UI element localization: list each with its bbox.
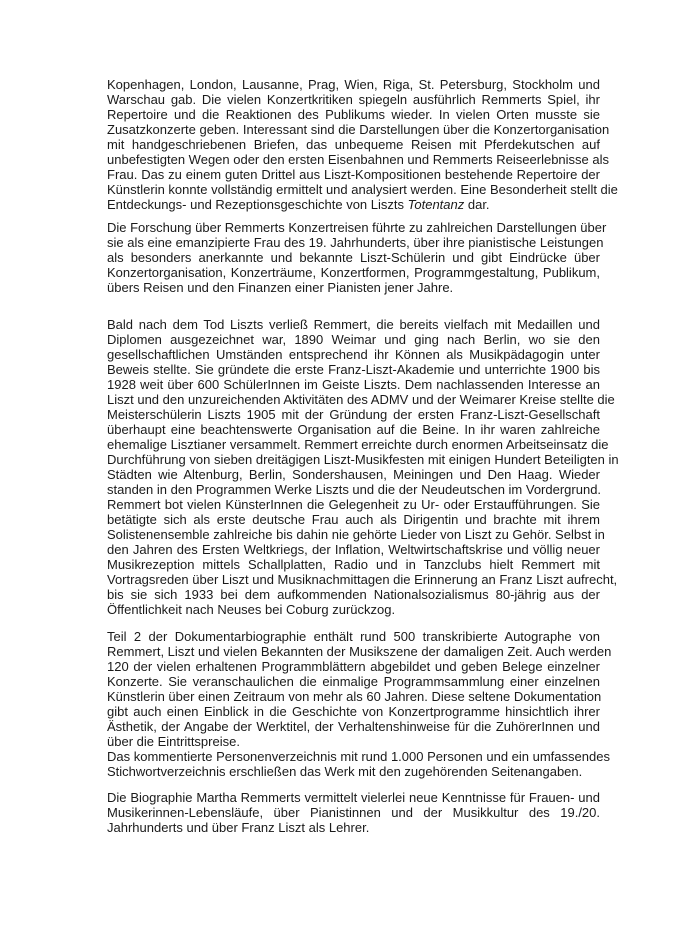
text-line: betätigte sich als erste deutsche Frau auch als Dirigentin und brachte mit ihrem (107, 512, 600, 527)
text-line: überhaupt eine beachtenswerte Organisation auf die Beine. In ihr waren zahlreiche (107, 422, 600, 437)
text-line (107, 197, 600, 212)
text-line: Remmert bot vielen KünsterInnen die Gelegenheit zu Ur- oder Erstaufführungen. Sie (107, 497, 600, 512)
text-line: gibt auch einen Einblick in die Geschichte von Konzertprogramme hinsichtlich ihrer (107, 704, 600, 719)
text-line: 120 der vielen erhaltenen Programmblättern abgebildet und geben Belege einzelner (107, 659, 600, 674)
text-line: Meisterschülerin Liszts 1905 mit der Gründung der ersten Franz-Liszt-Gesellschaft (107, 407, 600, 422)
text-line: Konzertorganisation, Konzerträume, Konzertformen, Programmgestaltung, Publikum, (107, 265, 600, 280)
paragraph-research (107, 220, 607, 295)
text-line: 1928 weit über 600 SchülerInnen im Geiste Liszts. Dem nachlassenden Interesse an (107, 377, 600, 392)
italic-work-title: Totentanz (407, 197, 465, 212)
text-line: Öffentlichkeit nach Neuses bei Coburg zurückzog. (107, 602, 396, 617)
text-line: Vortragsreden über Liszt und Musiknachmittagen die Erinnerung an Franz Liszt aufrecht, (107, 572, 618, 587)
text-line: Jahrhunderts und über Franz Liszt als Lehrer. (107, 820, 370, 835)
text-line: Bald nach dem Tod Liszts verließ Remmert, die bereits vielfach mit Medaillen und (107, 317, 600, 332)
document-page (107, 77, 619, 835)
text-line: Zusatzkonzerte geben. Interessant sind die Darstellungen über die Konzertorganisation (107, 122, 610, 137)
text-line: Repertoire und die Reaktionen des Publikums wieder. In vielen Orten musste sie (107, 107, 600, 122)
text-line: als besonders anerkannte und bekannte Liszt-Schülerin und gibt Eindrücke über (107, 250, 600, 265)
text-run: Entdeckungs- und Rezeptionsgeschichte von Liszts (107, 197, 408, 212)
text-line: ehemalige Lisztianer versammelt. Remmert erreichte durch enormen Arbeitseinsatz die (107, 437, 609, 452)
text-line: Kopenhagen, London, Lausanne, Prag, Wien, Riga, St. Petersburg, Stockholm und (107, 77, 600, 92)
text-line: mit handgeschriebenen Briefen, das unbequeme Reisen mit Pferdekutschen auf (107, 137, 600, 152)
text-line: Musikrezeption mittels Schallplatten, Radio und in Tanzclubs hielt Remmert mit (107, 557, 600, 572)
text-line: Städten wie Altenburg, Berlin, Sondershausen, Meiningen und Den Haag. Wieder (107, 467, 600, 482)
text-line: den Jahren des Ersten Weltkriegs, der Inflation, Weltwirtschaftskrise und völlig neuer (107, 542, 600, 557)
text-line: Künstlerin konnte vollständig ermittelt und analysiert werden. Eine Besonderheit stellt die (107, 182, 618, 197)
text-line: über die Eintrittspreise. (107, 734, 240, 749)
text-line: Stichwortverzeichnis erschließen das Werk mit den zugehörenden Seitenangaben. (107, 764, 583, 779)
text-line: Solistenensemble zahlreiche bis dahin nie gehörte Lieder von Liszt zu Gehör. Selbst in (107, 527, 605, 542)
text-line: Die Biographie Martha Remmerts vermittelt vielerlei neue Kenntnisse für Frauen- und (107, 790, 600, 805)
text-line: Durchführung von sieben dreitägigen Liszt-Musikfesten mit einigen Hundert Beteiligten in (107, 452, 619, 467)
text-line: sie als eine emanzipierte Frau des 19. Jahrhunderts, über ihre pianistische Leistungen (107, 235, 604, 250)
text-line: standen in den Programmen Werke Liszts und die der Neudeutschen im Vordergrund. (107, 482, 602, 497)
text-line: übers Reisen und den Finanzen einer Pianisten jener Jahre. (107, 280, 454, 295)
paragraph-part-two (107, 629, 612, 779)
text-line: Konzerte. Sie veranschaulichen die einmalige Programmsammlung einer einzelnen (107, 674, 600, 689)
text-line: Warschau gab. Die vielen Konzertkritiken spiegeln ausführlich Remmerts Spiel, ihr (107, 92, 600, 107)
text-line: Musikerinnen-Lebensläufe, über Pianistinnen und der Musikkultur des 19./20. (107, 805, 600, 820)
text-run: dar. (464, 197, 490, 212)
text-line: Frau. Das zu einem guten Drittel aus Liszt-Kompositionen bestehende Repertoire der (107, 167, 600, 182)
paragraph-berlin-years (107, 317, 619, 617)
paragraph-concert-tours (107, 77, 618, 212)
text-line: Teil 2 der Dokumentarbiographie enthält rund 500 transkribierte Autographe von (107, 629, 600, 644)
text-line: Ästhetik, der Angabe der Werktitel, der Verhaltenshinweise für die ZuhörerInnen und (107, 719, 600, 734)
text-line: Das kommentierte Personenverzeichnis mit rund 1.000 Personen und ein umfassendes (107, 749, 610, 764)
paragraph-conclusion (107, 790, 600, 835)
text-line: Beweis stellte. Sie gründete die erste Franz-Liszt-Akademie und unterrichte 1900 bis (107, 362, 600, 377)
text-line: Diplomen ausgezeichnet war, 1890 Weimar und ging nach Berlin, wo sie den (107, 332, 600, 347)
text-line: Die Forschung über Remmerts Konzertreisen führte zu zahlreichen Darstellungen über (107, 220, 607, 235)
text-line: gesellschaftlichen Umständen entsprechend ihr Können als Musikpädagogin unter (107, 347, 600, 362)
text-line: Liszt und den unzureichenden Aktivitäten des ADMV und der Weimarer Kreise stellte die (107, 392, 615, 407)
text-line: unbefestigten Wegen oder den ersten Eisenbahnen und Remmerts Reiseerlebnisse als (107, 152, 610, 167)
text-line: Künstlerin über einen Zeitraum von mehr als 60 Jahren. Diese seltene Dokumentation (107, 689, 602, 704)
text-line: Remmert, Liszt und vielen Bekannten der Musikszene der damaligen Zeit. Auch werden (107, 644, 612, 659)
text-line: bis sie sich 1933 bei dem aufkommenden Nationalsozialismus 80-jährig aus der (107, 587, 600, 602)
